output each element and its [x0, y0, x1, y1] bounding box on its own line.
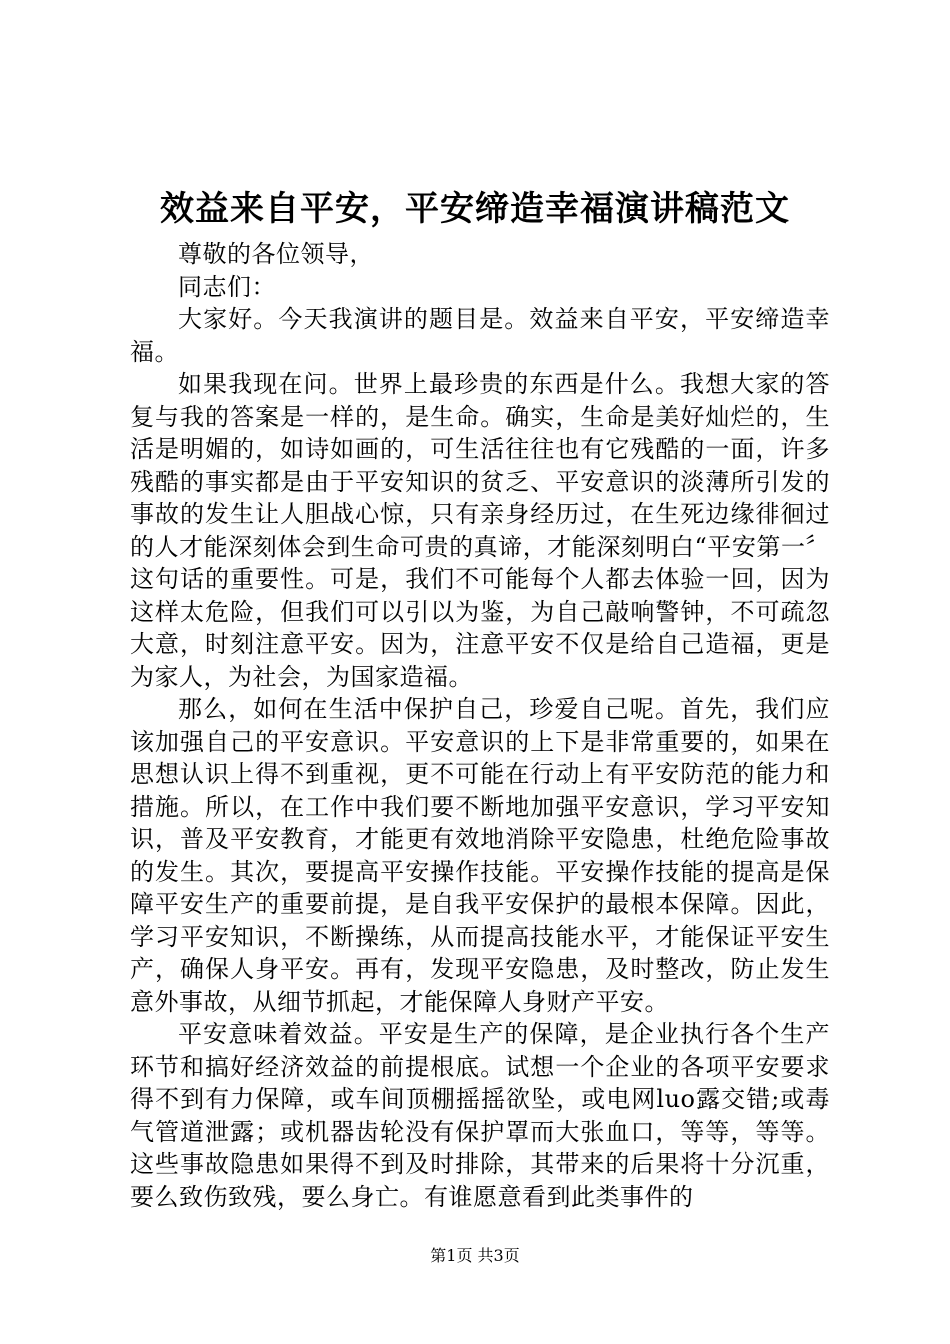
paragraph: 那么，如何在生活中保护自己，珍爱自己呢。首先，我们应该加强自己的平安意识。平安意识的上下是非常重要的，如果在思想认识上得不到重视，更不可能在行动上有平安防范的能力和措施。所以，在工作中我们要不断地加强平安意识，学习平安知识，普及平安教育，才能更有效地消除平安隐患，杜绝危险事故的发生。其次，要提高平安操作技能。平安操作技能的提高是保障平安生产的重要前提，是自我平安保护的最根本保障。因此，学习平安知识，不断操练，从而提高技能水平，才能保证平安生产，确保人身平安。再有，发现平安隐患，及时整改，防止发生意外事故，从细节抓起，才能保障人身财产平安。 — [130, 695, 830, 1016]
paragraph-salutation: 尊敬的各位领导， — [178, 240, 374, 268]
paragraph: 平安意味着效益。平安是生产的保障，是企业执行各个生产环节和搞好经济效益的前提根底。试想一个企业的各项平安要求得不到有力保障，或车间顶棚摇摇欲坠，或电网luo露交错;或毒气管道泄露；或机器齿轮没有保护罩而大张血口，等等，等等。这些事故隐患如果得不到及时排除，其带来的后果将十分沉重，要么致伤致残，要么身亡。有谁愿意看到此类事件的 — [130, 1020, 830, 1211]
document-body — [130, 238, 830, 1213]
document-title: 效益来自平安，平安缔造幸福演讲稿范文 — [160, 189, 790, 229]
paragraph-greeting: 大家好。今天我演讲的题目是。效益来自平安，平安缔造幸福。 — [130, 305, 830, 366]
page-number-footer: 第1页 共3页 — [430, 1246, 520, 1265]
paragraph: 如果我现在问。世界上最珍贵的东西是什么。我想大家的答复与我的答案是一样的，是生命。确实，生命是美好灿烂的，生活是明媚的，如诗如画的，可生活往往也有它残酷的一面，许多残酷的事实都是由于平安知识的贫乏、平安意识的淡薄所引发的事故的发生让人胆战心惊，只有亲身经历过，在生死边缘徘徊过的人才能深刻体会到生命可贵的真谛，才能深刻明白“平安第一〞这句话的重要性。可是，我们不可能每个人都去体验一回，因为这样太危险，但我们可以引以为鉴，为自己敲响警钟，不可疏忽大意，时刻注意平安。因为，注意平安不仅是给自己造福，更是为家人，为社会，为国家造福。 — [130, 370, 830, 691]
paragraph-salutation-2: 同志们： — [178, 272, 276, 301]
